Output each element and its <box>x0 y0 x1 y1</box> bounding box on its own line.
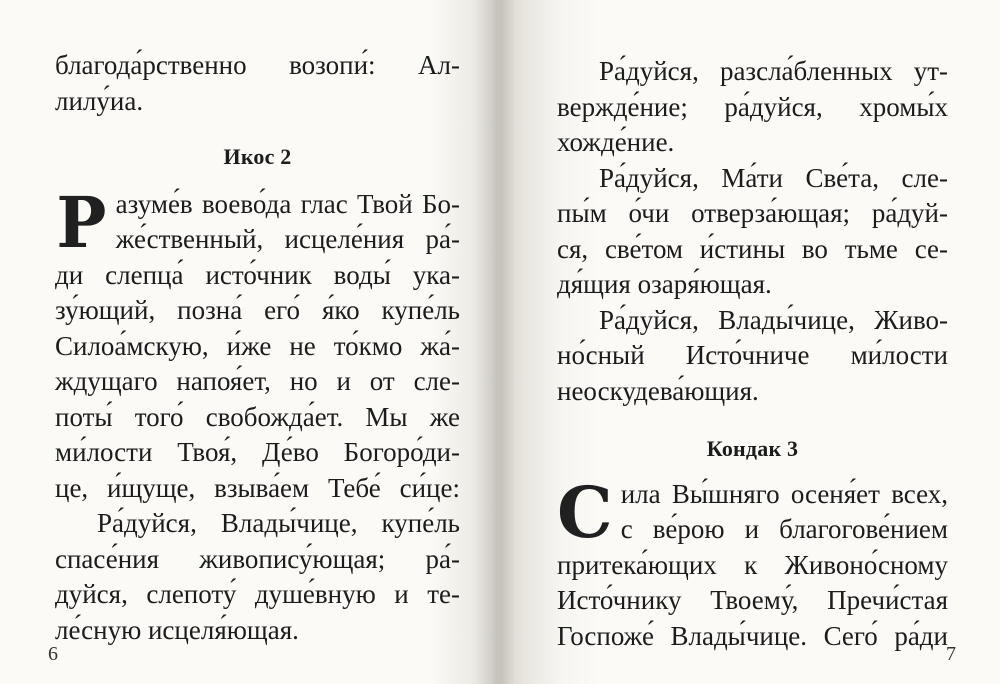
text-line: неоскудева́ющия. <box>557 375 759 406</box>
text-line: пы́м о́чи отверза́ющая; ра́дуй- <box>557 198 948 228</box>
text-line: Ра́дуйся, Влады́чице, Живо- <box>599 304 948 335</box>
text-line: вержде́ние; ра́дуйся, хромы́х <box>557 91 948 122</box>
text-line: ми́лости Твоя́, Де́во Богоро́ди- <box>55 437 460 467</box>
text-line: ле́сную исцеля́ющая. <box>55 614 299 645</box>
paragraph <box>55 506 460 648</box>
paragraph <box>557 54 948 161</box>
text-line: поты́ того́ свобожда́ет. Мы же <box>55 401 460 432</box>
text-line: ждущаго напоя́ет, но и от сле- <box>55 366 460 396</box>
text-line: хожде́ние. <box>557 127 675 157</box>
text-line: же́ственный, исцеле́ния ра́- <box>115 224 460 254</box>
text-line: лилу́иа. <box>55 85 144 116</box>
text-line: Исто́чнику Твоему́, Пречи́стая <box>557 585 948 615</box>
text-line: но́сный Исто́чниче ми́лости <box>557 340 948 370</box>
page-number: 6 <box>48 643 58 665</box>
text-line: спасе́ния живопису́ющая; ра́- <box>55 543 460 574</box>
text-line: с ве́рою и благогове́нием <box>620 514 948 544</box>
paragraph <box>557 161 948 303</box>
text-line: ди слепца́ исто́чник воды́ ука- <box>55 259 460 290</box>
drop-cap-paragraph <box>55 180 460 507</box>
right-page-text <box>557 54 948 654</box>
text-line: дуйся, слепоту́ душе́вную и те- <box>55 579 460 609</box>
text-line: Ра́дуйся, Влады́чице, купе́ль <box>97 508 460 538</box>
text-line: зу́ющий, позна́ его́ я́ко купе́ль <box>55 295 460 325</box>
text-line: це, и́щуще, взыва́ем Тебе́ си́це: <box>55 472 460 503</box>
text-line: благода́рственно возопи́: Ал- <box>55 50 460 80</box>
section-heading-kondak-3: Кондак 3 <box>706 436 799 461</box>
text-line: Госпоже́ Влады́чице. Сего́ ра́ди <box>557 620 948 651</box>
text-line: притека́ющих к Живоно́сному <box>557 549 948 580</box>
drop-cap-letter: С <box>557 470 613 554</box>
drop-cap-letter: Р <box>56 180 107 264</box>
page-number: 7 <box>946 643 956 665</box>
right-page <box>500 0 1000 684</box>
text-line: Ра́дуйся, разсла́бленных ут- <box>599 56 948 86</box>
text-line: Силоа́мскую, и́же не то́кмо жа́- <box>55 330 460 361</box>
drop-cap-paragraph <box>557 470 948 655</box>
text-line: ила Вы́шняго осеня́ет всех, <box>620 478 948 509</box>
section-heading-ikos-2: Икос 2 <box>223 144 292 169</box>
text-line: Ра́дуйся, Ма́ти Све́та, сле- <box>599 162 948 193</box>
paragraph <box>557 303 948 410</box>
left-page-text <box>55 48 460 648</box>
text-line: азуме́в воево́да глас Твой Бо- <box>115 188 460 219</box>
text-line: дя́щия озаря́ющая. <box>557 269 772 299</box>
text-line: ся, све́том и́стины во тьме се- <box>557 233 948 264</box>
